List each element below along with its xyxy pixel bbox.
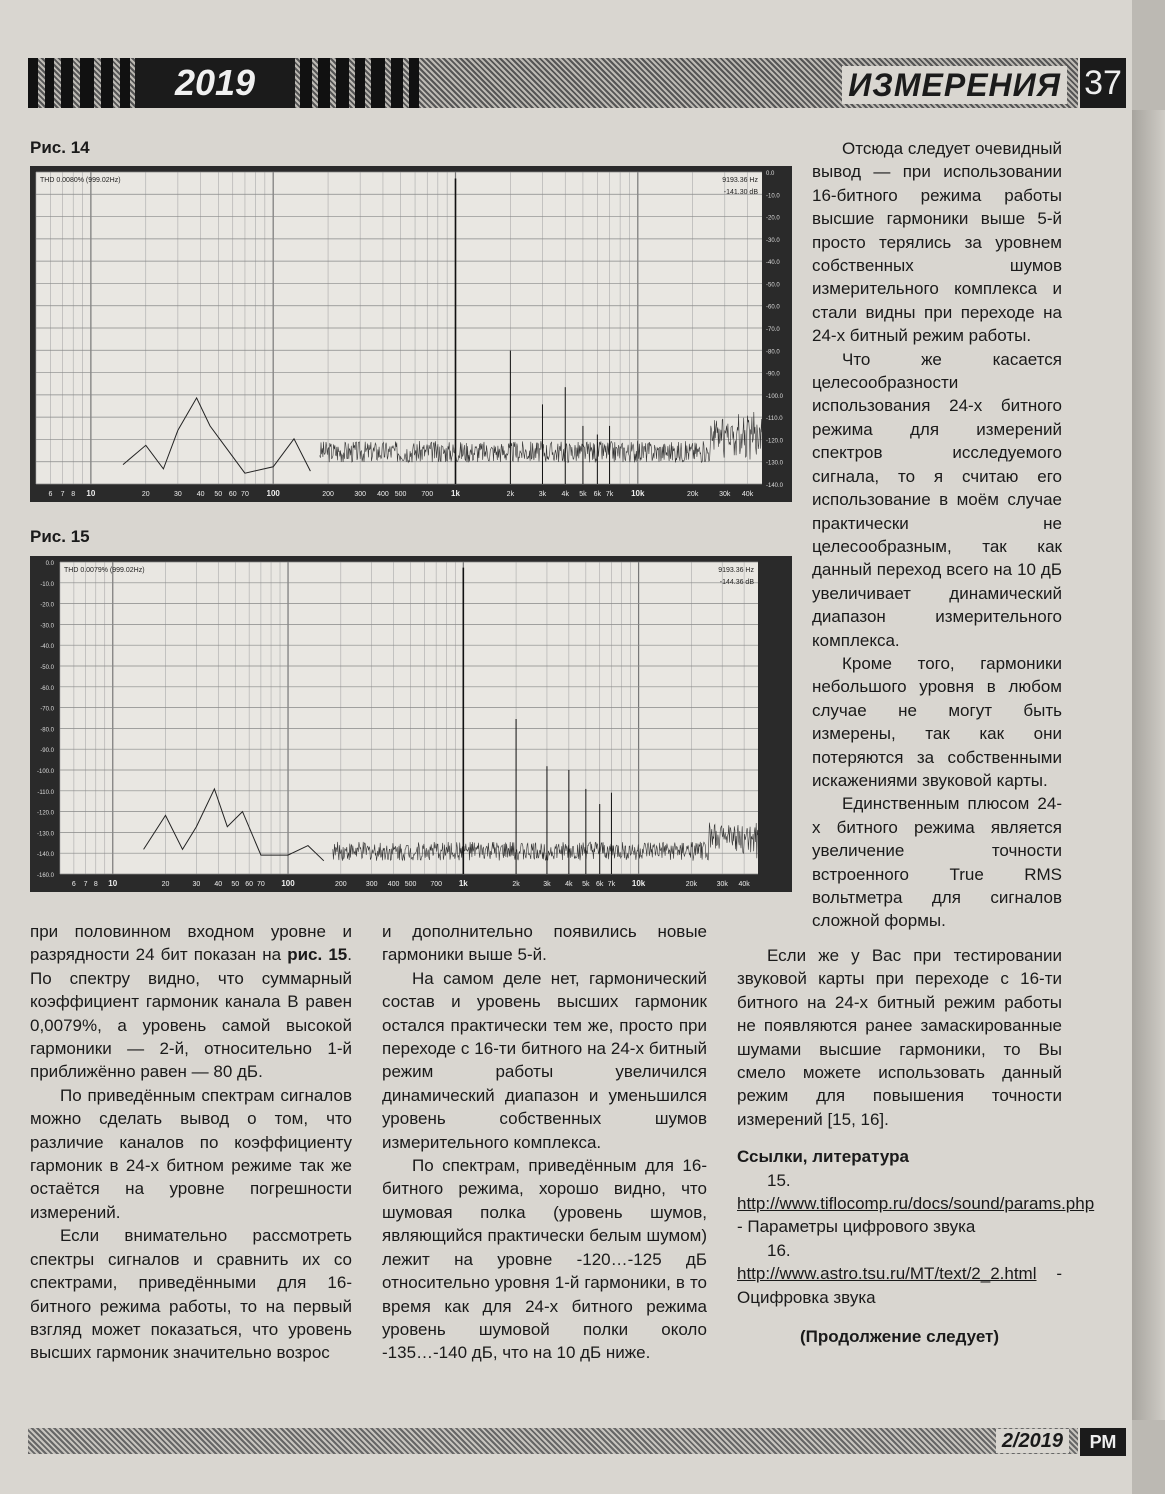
- x-tick-label: 60: [228, 491, 237, 498]
- x-tick-label: 20: [161, 881, 170, 888]
- x-tick-label: 20: [141, 491, 150, 498]
- paragraph: По спектрам, приведённым для 16-битного режима, хорошо видно, что шумовая полка (уровень шумов, являющийся практически белым шумом) лежит на уровне -120…-125 дБ относительно уровня 1-й гармоники, в то время как для 24-х битного режима уровень шумовой полки около -135…-140 дБ, что на 10 дБ ниже.: [382, 1156, 707, 1363]
- y-tick-label: -120.0: [36, 810, 54, 817]
- x-tick-label: 2k: [506, 491, 515, 498]
- paragraph: при половинном входном уровне и разрядности 24 бит показан на рис. 15. По спектру видно, что суммарный коэффициент гармоник канала В равен 0,0079%, а уровень самой высокой гармоники — 2-й, относительно 1-й приближённо равен — 80 дБ.: [30, 922, 352, 1082]
- page-edge-shade: [1132, 110, 1165, 1420]
- x-tick-label: 40: [196, 491, 205, 498]
- x-tick-label: 3k: [543, 881, 551, 888]
- x-tick-label: 6k: [593, 491, 602, 498]
- y-tick-label: -90.0: [766, 371, 780, 378]
- y-tick-label: -70.0: [766, 327, 780, 333]
- paragraph: Что же касается целесообразности использования 24-х битного режима для измерений спектров исследуемого сигнала, то я считаю его использование в моём случае практически не целесообразным, так как данный переход всего на 10 дБ увеличивает динамический диапазон измерительного комплекса.: [812, 349, 1062, 650]
- x-tick-label: 50: [231, 881, 240, 888]
- x-tick-label: 700: [430, 881, 443, 888]
- y-tick-label: -160.0: [36, 873, 54, 879]
- paragraph: Если же у Вас при тестировании звуковой карты при переходе с 16-ти битного на 24-х битный режим работы не появляются ранее замаскированные шумами высшие гармоники, то Вы смело можете использовать данный режим для повышения точности измерений [15, 16].: [737, 946, 1062, 1129]
- reference-16: 16. http://www.astro.tsu.ru/MT/text/2_2.html - Оцифровка звука: [737, 1240, 1062, 1307]
- frequency-readout: 9193.36 Hz: [722, 177, 758, 184]
- column-right: [812, 137, 1062, 933]
- page-number: 37: [1080, 58, 1126, 108]
- footer-band: [28, 1428, 1078, 1454]
- x-tick-label: 20k: [687, 491, 699, 498]
- y-tick-label: -100.0: [36, 769, 54, 775]
- y-tick-label: -70.0: [40, 706, 54, 713]
- x-tick-label: 70: [256, 881, 265, 888]
- figure-14-label: Рис. 14: [30, 138, 90, 157]
- y-tick-label: -10.0: [766, 193, 780, 200]
- x-tick-label: 50: [214, 491, 223, 498]
- x-tick-label: 7: [60, 491, 65, 498]
- y-tick-label: -120.0: [766, 438, 784, 445]
- x-tick-label: 3k: [538, 491, 547, 498]
- x-tick-label: 4k: [561, 491, 569, 498]
- x-tick-label: 500: [404, 881, 417, 888]
- y-tick-label: -10.0: [40, 581, 54, 588]
- paragraph: Единственным плюсом 24-х битного режима является увеличение точности встроенного True RMS вольтметра для сигналов сложной формы.: [812, 794, 1062, 931]
- paragraph: Кроме того, гармоники небольшого уровня в любом случае не могут быть измерены, так как они потеряются за собственными искажениями звуковой карты.: [812, 653, 1062, 790]
- x-tick-label: 7: [83, 881, 88, 888]
- x-tick-label: 700: [421, 491, 434, 498]
- column-middle: [382, 920, 707, 1365]
- y-tick-label: -80.0: [40, 727, 54, 734]
- x-tick-label: 4k: [565, 881, 573, 888]
- x-tick-label: 6k: [596, 881, 604, 888]
- level-readout: -144.36 dB: [719, 579, 754, 586]
- x-tick-label: 30: [192, 881, 201, 888]
- x-tick-label: 100: [266, 489, 280, 498]
- figure-15-label: Рис. 15: [30, 527, 90, 546]
- x-tick-label: 400: [387, 881, 400, 888]
- x-tick-label: 7k: [605, 491, 614, 498]
- x-tick-label: 300: [365, 881, 378, 888]
- y-tick-label: -60.0: [40, 685, 54, 692]
- x-tick-label: 7k: [607, 881, 616, 888]
- y-tick-label: -30.0: [40, 623, 54, 630]
- y-tick-label: -130.0: [766, 460, 784, 467]
- paragraph: и дополнительно появились новые гармоники выше 5-й.: [382, 922, 707, 965]
- x-tick-label: 30: [173, 491, 182, 498]
- x-tick-label: 5k: [579, 491, 587, 498]
- level-readout: -141.30 dB: [723, 189, 758, 196]
- x-tick-label: 10: [108, 879, 118, 888]
- reference-15: 15. http://www.tiflocomp.ru/docs/sound/params.php - Параметры цифрового звука: [737, 1170, 1095, 1237]
- thd-readout: THD 0.0080% (999.02Hz): [40, 177, 121, 184]
- y-tick-label: -140.0: [766, 483, 784, 489]
- y-tick-label: -20.0: [766, 215, 780, 222]
- y-tick-label: -130.0: [36, 831, 54, 838]
- header-year: 2019: [135, 58, 295, 108]
- y-tick-label: -90.0: [40, 748, 54, 755]
- x-tick-label: 10k: [631, 879, 646, 888]
- y-tick-label: -110.0: [37, 789, 54, 796]
- y-tick-label: -40.0: [766, 260, 780, 267]
- footer-issue: 2/2019: [996, 1429, 1069, 1453]
- paragraph: На самом деле нет, гармонический состав и уровень высших гармоник остался практически тем же, просто при переходе с 16-ти битного на 24-х битный режим работы увеличился динамический диапазон и уменьшился уровень собственных шумов измерительного комплекса.: [382, 968, 707, 1152]
- frequency-readout: 9193.36 Hz: [718, 567, 754, 574]
- x-tick-label: 5k: [582, 881, 590, 888]
- y-tick-label: -50.0: [40, 665, 54, 671]
- x-tick-label: 60: [245, 881, 254, 888]
- x-tick-label: 40k: [741, 491, 754, 498]
- figure-14-spectrum-chart: [30, 166, 792, 502]
- section-title: ИЗМЕРЕНИЯ: [842, 66, 1067, 104]
- x-tick-label: 200: [322, 491, 334, 498]
- x-tick-label: 8: [93, 881, 98, 888]
- y-tick-label: -140.0: [36, 852, 54, 859]
- x-tick-label: 30k: [719, 491, 731, 498]
- x-tick-label: 70: [241, 491, 249, 498]
- x-tick-label: 40k: [738, 881, 750, 888]
- x-tick-label: 6: [48, 491, 53, 498]
- x-tick-label: 2k: [512, 881, 520, 888]
- header-bars-right: [300, 58, 419, 108]
- x-tick-label: 400: [377, 491, 389, 498]
- y-tick-label: 0.0: [45, 561, 54, 567]
- x-tick-label: 10k: [631, 489, 645, 498]
- x-tick-label: 30k: [716, 881, 728, 888]
- x-tick-label: 300: [354, 491, 367, 498]
- x-tick-label: 100: [281, 879, 295, 888]
- y-tick-label: -50.0: [766, 282, 780, 289]
- y-tick-label: -110.0: [766, 416, 783, 423]
- figure-15-spectrum-chart: [30, 556, 792, 892]
- x-tick-label: 8: [71, 491, 76, 498]
- x-tick-label: 1k: [458, 879, 468, 888]
- column-right-lower: [737, 944, 1095, 1349]
- x-tick-label: 20k: [685, 881, 698, 888]
- x-tick-label: 6: [71, 881, 76, 888]
- y-tick-label: -20.0: [40, 602, 54, 609]
- y-tick-label: -30.0: [766, 237, 780, 244]
- column-left: [30, 920, 352, 1365]
- references-heading: Ссылки, литература: [737, 1147, 909, 1167]
- reference-15-link[interactable]: http://www.tiflocomp.ru/docs/sound/params.php: [737, 1194, 1095, 1214]
- paragraph: Отсюда следует очевидный вывод — при использовании 16-битного режима работы высшие гармоники выше 5-й просто терялись за уровнем собственных шумов измерительного комплекса и стали видны при переходе на 24-х битный режим работы.: [812, 139, 1062, 346]
- paragraph: По приведённым спектрам сигналов можно сделать вывод о том, что различие каналов по коэффициенту гармоник в 24-х битном режиме так же остаётся на уровне погрешности измерений.: [30, 1085, 352, 1222]
- x-tick-label: 10: [86, 489, 96, 498]
- plot-area: [60, 562, 758, 874]
- to-be-continued: (Продолжение следует): [799, 1327, 1000, 1347]
- x-tick-label: 40: [214, 881, 223, 888]
- x-tick-label: 1k: [451, 489, 460, 498]
- reference-16-link[interactable]: http://www.astro.tsu.ru/MT/text/2_2.html: [737, 1264, 1037, 1284]
- y-tick-label: -80.0: [766, 349, 780, 356]
- header-bars-left: [28, 58, 130, 108]
- footer-magazine: РМ: [1080, 1428, 1126, 1456]
- x-tick-label: 500: [394, 491, 407, 498]
- y-tick-label: -100.0: [766, 393, 784, 400]
- thd-readout: THD 0.0079% (999.02Hz): [64, 567, 145, 574]
- y-tick-label: -40.0: [40, 644, 54, 651]
- x-tick-label: 200: [334, 881, 347, 888]
- y-tick-label: -60.0: [766, 304, 780, 311]
- y-tick-label: 0.0: [766, 171, 775, 177]
- paragraph: Если внимательно рассмотреть спектры сигналов и сравнить их со спектрами, приведёнными для 16-битного режима работы, то на первый взгляд может показаться, что уровень высших гармоник значительно возрос: [30, 1226, 352, 1363]
